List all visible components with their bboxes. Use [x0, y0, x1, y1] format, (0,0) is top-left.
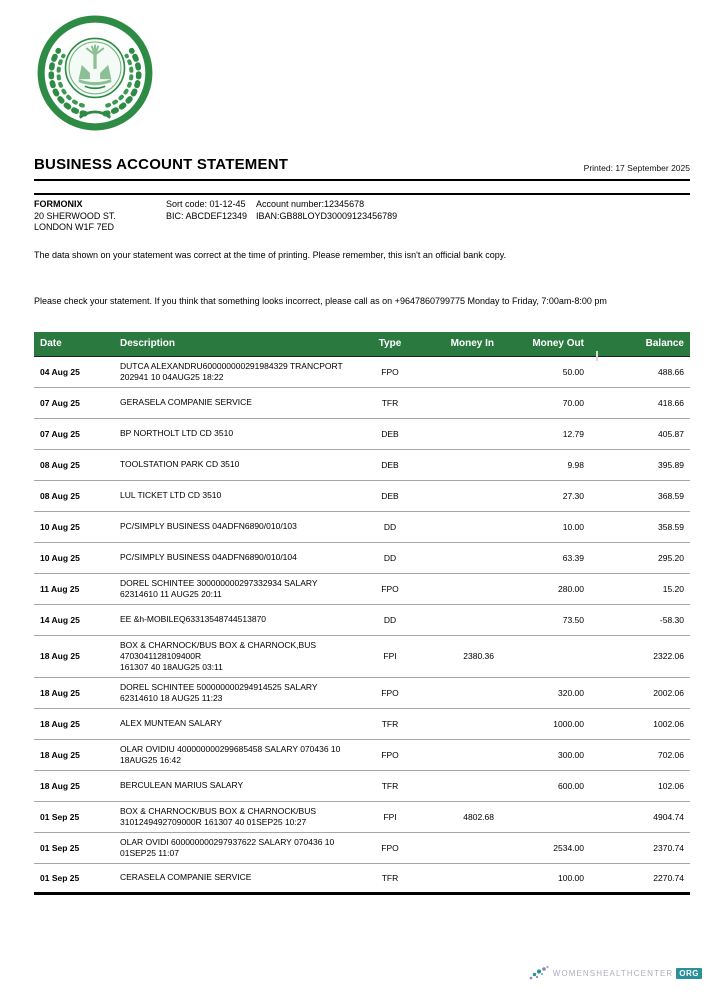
cell-date: 14 Aug 25: [40, 614, 80, 625]
cell-balance: 2370.74: [653, 842, 684, 853]
cell-type: FPO: [381, 749, 399, 760]
cell-date: 01 Sep 25: [40, 811, 80, 822]
description-line-2: 62314610 11 AUG25 20:11: [120, 588, 222, 599]
description-line-1: OLAR OVIDI 600000000297937622 SALARY 070436 10: [120, 836, 335, 847]
description-line-1: BOX & CHARNOCK/BUS BOX & CHARNOCK/BUS: [120, 805, 317, 816]
cell-money-out: 50.00: [562, 366, 584, 377]
cell-balance: 4904.74: [653, 811, 684, 822]
account-holder-address: [34, 199, 166, 234]
cell-balance: 405.87: [658, 428, 684, 439]
description-line-1: GERASELA COMPANIE SERVICE: [120, 397, 252, 407]
table-row: [34, 802, 690, 833]
cell-money-out: 73.50: [562, 614, 584, 625]
cell-type: FPO: [381, 842, 399, 853]
account-codes: [166, 199, 397, 234]
cell-type: DEB: [381, 459, 399, 470]
cell-description: [116, 397, 364, 408]
cell-money-out: 12.79: [562, 428, 584, 439]
table-row: [34, 833, 690, 864]
iban-code: IBAN:GB88LOYD30009123456789: [256, 210, 398, 221]
cell-date: 01 Sep 25: [40, 872, 80, 883]
printed-date: Printed: 17 September 2025: [583, 163, 690, 173]
table-row: [34, 771, 690, 802]
transactions-table: [34, 332, 690, 895]
account-details: [34, 193, 690, 234]
cell-balance: -58.30: [659, 614, 684, 625]
correctness-notice: The data shown on your statement was correct at the time of printing. Please remember, this isn't an official bank copy.: [34, 249, 507, 260]
cell-money-out: 10.00: [562, 521, 584, 532]
cell-balance: 368.59: [658, 490, 684, 501]
cell-money-out: 100.00: [558, 872, 584, 883]
check-statement-notice: Please check your statement. If you think that something looks incorrect, please call as on +9647860799775 Monday to Friday, 7:00am-8:00 pm: [34, 295, 607, 306]
cell-money-in: 4802.68: [463, 811, 494, 822]
cell-type: TFR: [381, 872, 399, 883]
description-line-1: PC/SIMPLY BUSINESS 04ADFN6890/010/104: [120, 552, 297, 562]
cell-date: 18 Aug 25: [40, 749, 80, 760]
description-line-1: LUL TICKET LTD CD 3510: [120, 490, 222, 500]
table-row: [34, 481, 690, 512]
cell-date: 18 Aug 25: [40, 651, 80, 661]
table-row: [34, 636, 690, 678]
cell-description: [116, 780, 364, 791]
cell-description: [116, 837, 364, 859]
description-line-2: 161307 40 18AUG25 03:11: [120, 661, 223, 672]
table-row: [34, 543, 690, 574]
cell-money-out: 280.00: [558, 583, 584, 594]
description-line-1: CERASELA COMPANIE SERVICE: [120, 872, 252, 882]
bic-code: BIC: ABCDEF12349: [166, 210, 248, 221]
description-line-2: 202941 10 04AUG25 18:22: [120, 371, 224, 382]
column-header-type: Type: [378, 338, 402, 349]
column-header-money-out: Money Out: [532, 338, 584, 349]
cell-balance: 2270.74: [653, 872, 684, 883]
description-line-2: 01SEP25 11:07: [120, 847, 179, 858]
cell-description: [116, 872, 364, 883]
address-line-2: LONDON W1F 7ED: [34, 222, 115, 232]
cell-date: 10 Aug 25: [40, 552, 80, 563]
cell-description: [116, 806, 364, 828]
table-row: [34, 574, 690, 605]
cell-date: 07 Aug 25: [40, 428, 80, 439]
cell-date: 01 Sep 25: [40, 842, 80, 853]
cell-money-out: 320.00: [558, 687, 584, 698]
table-row: [34, 864, 690, 895]
table-row: [34, 512, 690, 543]
cell-type: FPO: [381, 583, 399, 594]
cell-money-out: 27.30: [562, 490, 584, 501]
table-row: [34, 450, 690, 481]
cell-type: TFR: [381, 780, 399, 791]
description-line-1: TOOLSTATION PARK CD 3510: [120, 459, 240, 469]
cell-money-out: 600.00: [558, 780, 584, 791]
watermark-org-badge: ORG: [676, 968, 702, 979]
cell-balance: 488.66: [658, 366, 684, 377]
page-title: BUSINESS ACCOUNT STATEMENT: [34, 156, 289, 173]
cell-description: [116, 682, 364, 704]
cell-money-out: 70.00: [562, 397, 584, 408]
cell-money-out: 63.39: [562, 552, 584, 563]
watermark-text: WOMENSHEALTHCENTER: [552, 968, 674, 978]
description-line-1: OLAR OVIDIU 400000000299685458 SALARY 070436 10: [120, 743, 341, 754]
description-line-1: DOREL SCHINTEE 500000000294914525 SALARY: [120, 681, 318, 692]
cell-description: [116, 578, 364, 600]
cell-type: FPI: [383, 651, 397, 661]
cell-date: 18 Aug 25: [40, 687, 80, 698]
table-row: [34, 605, 690, 636]
cell-date: 18 Aug 25: [40, 718, 80, 729]
cell-balance: 702.06: [658, 749, 684, 760]
cell-type: FPI: [383, 811, 397, 822]
description-line-1: EE &h-MOBILEQ63313548744513870: [120, 614, 267, 624]
cell-money-out: 1000.00: [553, 718, 584, 729]
cell-date: 04 Aug 25: [40, 366, 80, 377]
cell-description: [116, 552, 364, 563]
cell-description: [116, 428, 364, 439]
account-number: Account number:12345678: [256, 199, 365, 209]
description-line-1: BOX & CHARNOCK/BUS BOX & CHARNOCK,BUS 4703041128109400R: [120, 639, 317, 661]
cell-balance: 418.66: [658, 397, 684, 408]
cell-description: [116, 640, 364, 673]
watermark-swirl-icon: [528, 964, 550, 982]
description-line-1: BERCULEAN MARIUS SALARY: [120, 780, 244, 790]
column-header-balance: Balance: [645, 338, 684, 349]
description-line-1: DUTCA ALEXANDRU600000000291984329 TRANCPORT: [120, 360, 343, 371]
cell-balance: 2322.06: [653, 651, 684, 661]
cell-money-in: 2380.36: [463, 651, 494, 661]
cell-balance: 102.06: [658, 780, 684, 791]
description-line-2: 62314610 18 AUG25 11:23: [120, 692, 223, 703]
column-header-money-in: Money In: [450, 338, 494, 349]
cell-date: 08 Aug 25: [40, 490, 80, 501]
cursor-artifact: [596, 351, 598, 361]
description-line-2: 3101249492709000R 161307 40 01SEP25 10:27: [120, 816, 307, 827]
column-header-date: Date: [40, 338, 62, 349]
cell-description: [116, 459, 364, 470]
table-row: [34, 709, 690, 740]
statement-table-body: [34, 357, 690, 895]
cell-balance: 1002.06: [653, 718, 684, 729]
cell-type: DD: [383, 521, 397, 532]
cell-money-out: 300.00: [558, 749, 584, 760]
table-row: [34, 388, 690, 419]
address-line-1: 20 SHERWOOD ST.: [34, 210, 116, 221]
cell-date: 08 Aug 25: [40, 459, 80, 470]
cell-balance: 295.20: [658, 552, 684, 563]
cell-type: TFR: [381, 397, 399, 408]
cell-balance: 2002.06: [653, 687, 684, 698]
cell-date: 18 Aug 25: [40, 780, 80, 791]
bank-logo: [34, 0, 690, 134]
sort-code: Sort code: 01-12-45: [166, 199, 246, 209]
table-row: [34, 357, 690, 388]
table-row: [34, 740, 690, 771]
cell-type: TFR: [381, 718, 399, 729]
cell-money-out: 2534.00: [553, 842, 584, 853]
cell-description: [116, 614, 364, 625]
description-line-1: BP NORTHOLT LTD CD 3510: [120, 428, 234, 438]
description-line-1: DOREL SCHINTEE 300000000297332934 SALARY: [120, 577, 318, 588]
cell-type: FPO: [381, 366, 399, 377]
bank-seal-icon: [34, 12, 156, 134]
column-header-description: Description: [120, 338, 176, 349]
cell-description: [116, 718, 364, 729]
description-line-1: ALEX MUNTEAN SALARY: [120, 718, 222, 728]
account-holder-name: FORMONIX: [34, 199, 83, 209]
cell-type: DD: [383, 614, 397, 625]
cell-date: 11 Aug 25: [40, 583, 80, 594]
cell-type: DD: [383, 552, 397, 563]
table-row: [34, 419, 690, 450]
cell-description: [116, 521, 364, 532]
cell-money-out: 9.98: [567, 459, 584, 470]
cell-type: DEB: [381, 490, 399, 501]
description-line-2: 18AUG25 16:42: [120, 754, 181, 765]
watermark: [528, 964, 702, 982]
table-row: [34, 678, 690, 709]
cell-type: DEB: [381, 428, 399, 439]
cell-description: [116, 490, 364, 501]
cell-type: FPO: [381, 687, 399, 698]
cell-date: 10 Aug 25: [40, 521, 80, 532]
cell-description: [116, 744, 364, 766]
cell-date: 07 Aug 25: [40, 397, 80, 408]
title-bar: [34, 156, 690, 181]
table-header-row: [34, 332, 690, 357]
cell-balance: 395.89: [658, 459, 684, 470]
cell-balance: 15.20: [662, 583, 684, 594]
cell-balance: 358.59: [658, 521, 684, 532]
cell-description: [116, 361, 364, 383]
description-line-1: PC/SIMPLY BUSINESS 04ADFN6890/010/103: [120, 521, 297, 531]
